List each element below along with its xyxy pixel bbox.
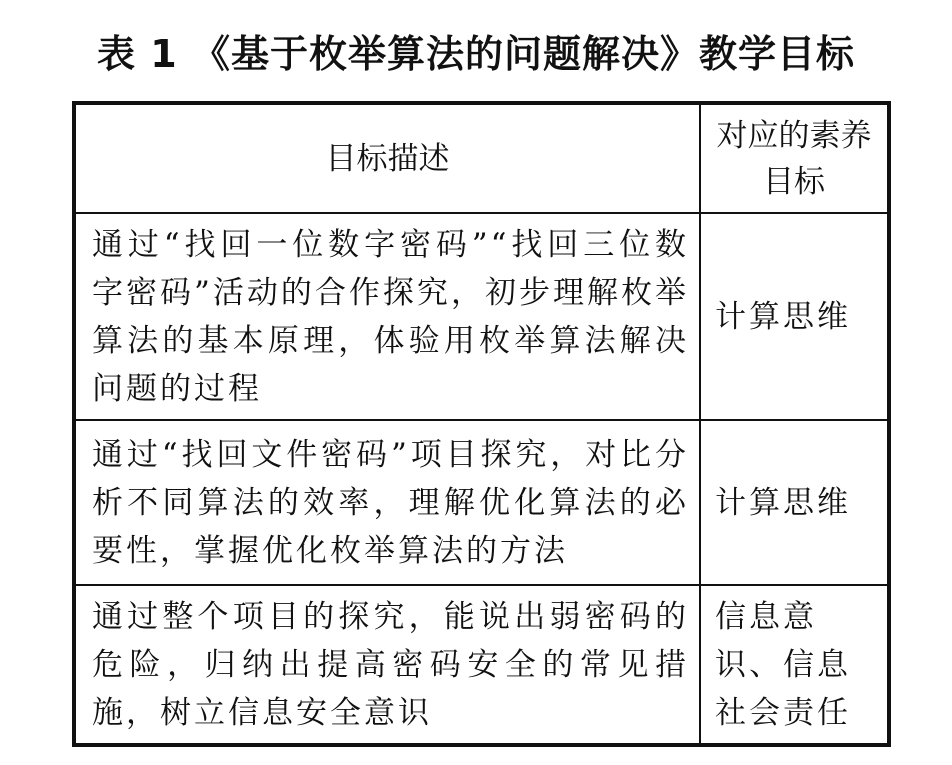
table-row [74, 420, 889, 585]
objective-description-cell: 通过整个项目的探究，能说出弱密码的危险，归纳出提高密码安全的常见措施，树立信息安全意识 [74, 585, 700, 745]
table-header-row [74, 103, 889, 213]
column-header-description: 目标描述 [74, 103, 700, 213]
literacy-goal-cell: 信息意识、信息社会责任 [700, 585, 889, 745]
table-title: 表 1 《基于枚举算法的问题解决》教学目标 [97, 32, 855, 76]
teaching-objectives-table [72, 101, 891, 747]
table-row [74, 213, 889, 420]
table-row [74, 585, 889, 745]
literacy-goal-cell: 计算思维 [700, 213, 889, 420]
objective-description-cell: 通过“找回文件密码”项目探究，对比分析不同算法的效率，理解优化算法的必要性，掌握优化枚举算法的方法 [74, 420, 700, 585]
column-header-literacy: 对应的素养目标 [700, 103, 889, 213]
objective-description-cell: 通过“找回一位数字密码”“找回三位数字密码”活动的合作探究，初步理解枚举算法的基本原理，体验用枚举算法解决问题的过程 [74, 213, 700, 420]
literacy-goal-cell: 计算思维 [700, 420, 889, 585]
